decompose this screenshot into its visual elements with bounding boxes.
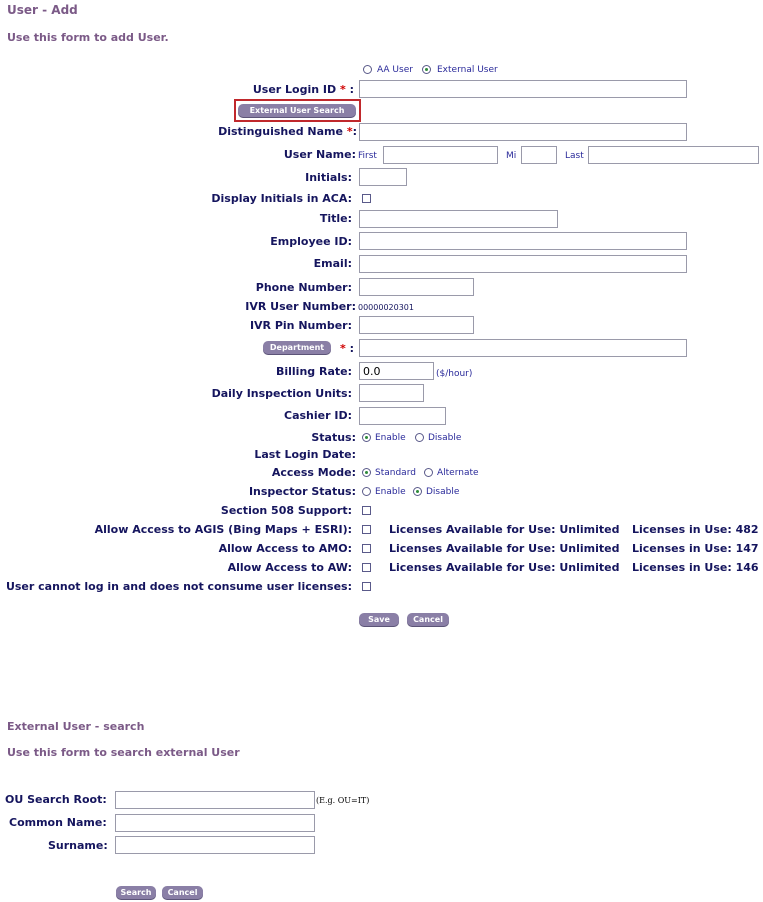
cancel-button[interactable]: Cancel — [407, 613, 449, 626]
display-initials-checkbox[interactable] — [362, 194, 371, 203]
aa-user-radio[interactable] — [363, 65, 372, 74]
agis-licenses-available: Licenses Available for Use: Unlimited — [389, 523, 620, 536]
email-label: Email: — [313, 257, 352, 270]
aw-licenses-in-use: Licenses in Use: 146 — [632, 561, 759, 574]
surname-input[interactable] — [115, 836, 315, 854]
billing-rate-label: Billing Rate: — [275, 365, 352, 378]
ivr-user-label: IVR User Number: — [245, 300, 356, 313]
no-login-checkbox[interactable] — [362, 582, 371, 591]
initials-label: Initials: — [305, 171, 352, 184]
daily-units-label: Daily Inspection Units: — [211, 387, 352, 400]
surname-label: Surname: — [48, 839, 108, 852]
section508-label: Section 508 Support: — [220, 504, 352, 517]
user-name-label: User Name: — [283, 148, 356, 161]
access-standard-radio[interactable] — [362, 468, 371, 477]
inspector-disable-radio[interactable] — [413, 487, 422, 496]
page-subtitle: Use this form to add User. — [7, 31, 169, 44]
dn-label: Distinguished Name *: — [218, 125, 357, 138]
aw-access-checkbox[interactable] — [362, 563, 371, 572]
amo-licenses-available: Licenses Available for Use: Unlimited — [389, 542, 620, 555]
external-user-label: External User — [437, 65, 498, 75]
inspector-enable-label: Enable — [375, 487, 406, 497]
department-required: * : — [339, 342, 354, 355]
page-title: User - Add — [7, 3, 78, 17]
ivr-pin-label: IVR Pin Number: — [249, 319, 352, 332]
search-section-title: External User - search — [7, 720, 145, 733]
required-mark: * — [339, 83, 346, 96]
aw-licenses-available: Licenses Available for Use: Unlimited — [389, 561, 620, 574]
agis-access-label: Allow Access to AGIS (Bing Maps + ESRI): — [94, 523, 352, 536]
cashier-id-input[interactable] — [359, 407, 446, 425]
department-button[interactable]: Department — [263, 341, 331, 354]
common-name-label: Common Name: — [9, 816, 107, 829]
ivr-user-value: 00000020301 — [358, 303, 414, 312]
billing-rate-input[interactable] — [359, 362, 434, 380]
mi-label: Mi — [506, 151, 517, 161]
employee-id-label: Employee ID: — [270, 235, 352, 248]
agis-access-checkbox[interactable] — [362, 525, 371, 534]
last-login-label: Last Login Date: — [254, 448, 356, 461]
phone-input[interactable] — [359, 278, 474, 296]
first-name-input[interactable] — [383, 146, 498, 164]
department-input[interactable] — [359, 339, 687, 357]
save-button[interactable]: Save — [359, 613, 399, 626]
daily-units-input[interactable] — [359, 384, 424, 402]
amo-access-label: Allow Access to AMO: — [218, 542, 352, 555]
access-alternate-label: Alternate — [437, 468, 479, 478]
last-name-label: Last — [565, 151, 584, 161]
status-enable-radio[interactable] — [362, 433, 371, 442]
ou-search-root-hint: (E.g. OU=IT) — [316, 796, 370, 805]
inspector-disable-label: Disable — [426, 487, 460, 497]
status-disable-label: Disable — [428, 433, 462, 443]
title-label: Title: — [319, 212, 352, 225]
ivr-pin-input[interactable] — [359, 316, 474, 334]
aw-access-label: Allow Access to AW: — [227, 561, 352, 574]
email-input[interactable] — [359, 255, 687, 273]
inspector-enable-radio[interactable] — [362, 487, 371, 496]
section508-checkbox[interactable] — [362, 506, 371, 515]
search-button[interactable]: Search — [116, 886, 156, 899]
login-id-input[interactable] — [359, 80, 687, 98]
ou-search-root-label: OU Search Root: — [5, 793, 107, 806]
title-input[interactable] — [359, 210, 558, 228]
status-enable-label: Enable — [375, 433, 406, 443]
search-section-subtitle: Use this form to search external User — [7, 746, 240, 759]
common-name-input[interactable] — [115, 814, 315, 832]
login-id-label: User Login ID * : — [252, 83, 354, 96]
initials-input[interactable] — [359, 168, 407, 186]
employee-id-input[interactable] — [359, 232, 687, 250]
display-initials-label: Display Initials in ACA: — [211, 192, 352, 205]
external-user-search-button[interactable]: External User Search — [238, 104, 356, 117]
no-login-label: User cannot log in and does not consume user licenses: — [5, 580, 352, 593]
external-user-radio[interactable] — [422, 65, 431, 74]
access-standard-label: Standard — [375, 468, 416, 478]
access-mode-label: Access Mode: — [271, 466, 356, 479]
amo-access-checkbox[interactable] — [362, 544, 371, 553]
ou-search-root-input[interactable] — [115, 791, 315, 809]
agis-licenses-in-use: Licenses in Use: 482 — [632, 523, 759, 536]
last-name-input[interactable] — [588, 146, 759, 164]
phone-label: Phone Number: — [255, 281, 352, 294]
search-cancel-button[interactable]: Cancel — [162, 886, 203, 899]
billing-rate-unit: ($/hour) — [436, 369, 473, 379]
mi-input[interactable] — [521, 146, 557, 164]
dn-input[interactable] — [359, 123, 687, 141]
access-alternate-radio[interactable] — [424, 468, 433, 477]
cashier-id-label: Cashier ID: — [284, 409, 352, 422]
amo-licenses-in-use: Licenses in Use: 147 — [632, 542, 759, 555]
aa-user-label: AA User — [377, 65, 413, 75]
first-name-label: First — [358, 151, 377, 161]
inspector-status-label: Inspector Status: — [248, 485, 356, 498]
status-label: Status: — [311, 431, 356, 444]
status-disable-radio[interactable] — [415, 433, 424, 442]
